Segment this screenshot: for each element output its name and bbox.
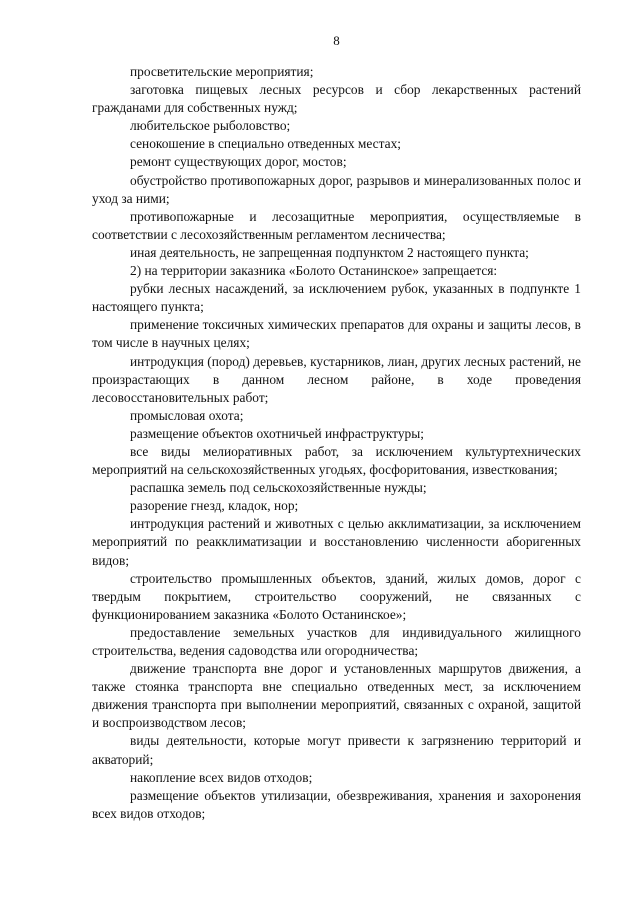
paragraph: размещение объектов утилизации, обезвреживания, хранения и захоронения всех видов отходов; xyxy=(92,787,581,821)
paragraph: предоставление земельных участков для индивидуального жилищного строительства, ведения садоводства или огородничества; xyxy=(92,624,581,658)
paragraph: накопление всех видов отходов; xyxy=(130,769,313,785)
paragraph: все виды мелиоративных работ, за исключением культуртехнических мероприятий на сельскохозяйственных угодьях, фосфоритования, известкования; xyxy=(92,443,581,478)
paragraph: противопожарные и лесозащитные мероприятия, осуществляемые в соответствии с лесохозяйственным регламентом лесничества; xyxy=(92,208,581,242)
page-number: 8 xyxy=(333,33,340,48)
paragraph: просветительские мероприятия; xyxy=(130,64,314,79)
paragraph: интродукция растений и животных с целью акклиматизации, за исключением мероприятий по реакклиматизации и восстановлению численности аборигенных видов; xyxy=(92,516,581,568)
paragraph: размещение объектов охотничьей инфраструктуры; xyxy=(130,425,424,441)
paragraph: разорение гнезд, кладок, нор; xyxy=(130,498,299,514)
paragraph: сенокошение в специально отведенных местах; xyxy=(130,136,402,152)
paragraph: виды деятельности, которые могут привести к загрязнению территорий и акваторий; xyxy=(92,733,581,767)
paragraph: 2) на территории заказника «Болото Останинское» запрещается: xyxy=(130,263,498,279)
paragraph: строительство промышленных объектов, зданий, жилых домов, дорог с твердым покрытием, строительство сооружений, не связанных с функционированием заказника «Болото Останинское»; xyxy=(92,570,581,622)
paragraph: ремонт существующих дорог, мостов; xyxy=(130,154,347,170)
paragraph: интродукция (пород) деревьев, кустарников, лиан, других лесных растений, не произрастающих в данном лесном районе, в ходе проведения лесовосстановительных работ; xyxy=(92,353,581,405)
document-body xyxy=(92,63,581,823)
paragraph: промысловая охота; xyxy=(130,407,244,423)
paragraph: любительское рыболовство; xyxy=(130,118,291,134)
paragraph: иная деятельность, не запрещенная подпунктом 2 настоящего пункта; xyxy=(130,244,529,260)
paragraph: рубки лесных насаждений, за исключением рубок, указанных в подпункте 1 настоящего пункта; xyxy=(92,281,581,315)
paragraph: обустройство противопожарных дорог, разрывов и минерализованных полос и уход за ними; xyxy=(92,172,581,206)
paragraph: заготовка пищевых лесных ресурсов и сбор лекарственных растений гражданами для собственных нужд; xyxy=(92,82,581,116)
paragraph: применение токсичных химических препаратов для охраны и защиты лесов, в том числе в научных целях; xyxy=(92,317,581,351)
paragraph: распашка земель под сельскохозяйственные нужды; xyxy=(130,480,427,496)
paragraph: движение транспорта вне дорог и установленных маршрутов движения, а также стоянка транспорта вне специально отведенных мест, за исключением движения транспорта при выполнении мероприятий, связанных с охраной, защитой и воспроизводством лесов; xyxy=(92,661,581,731)
